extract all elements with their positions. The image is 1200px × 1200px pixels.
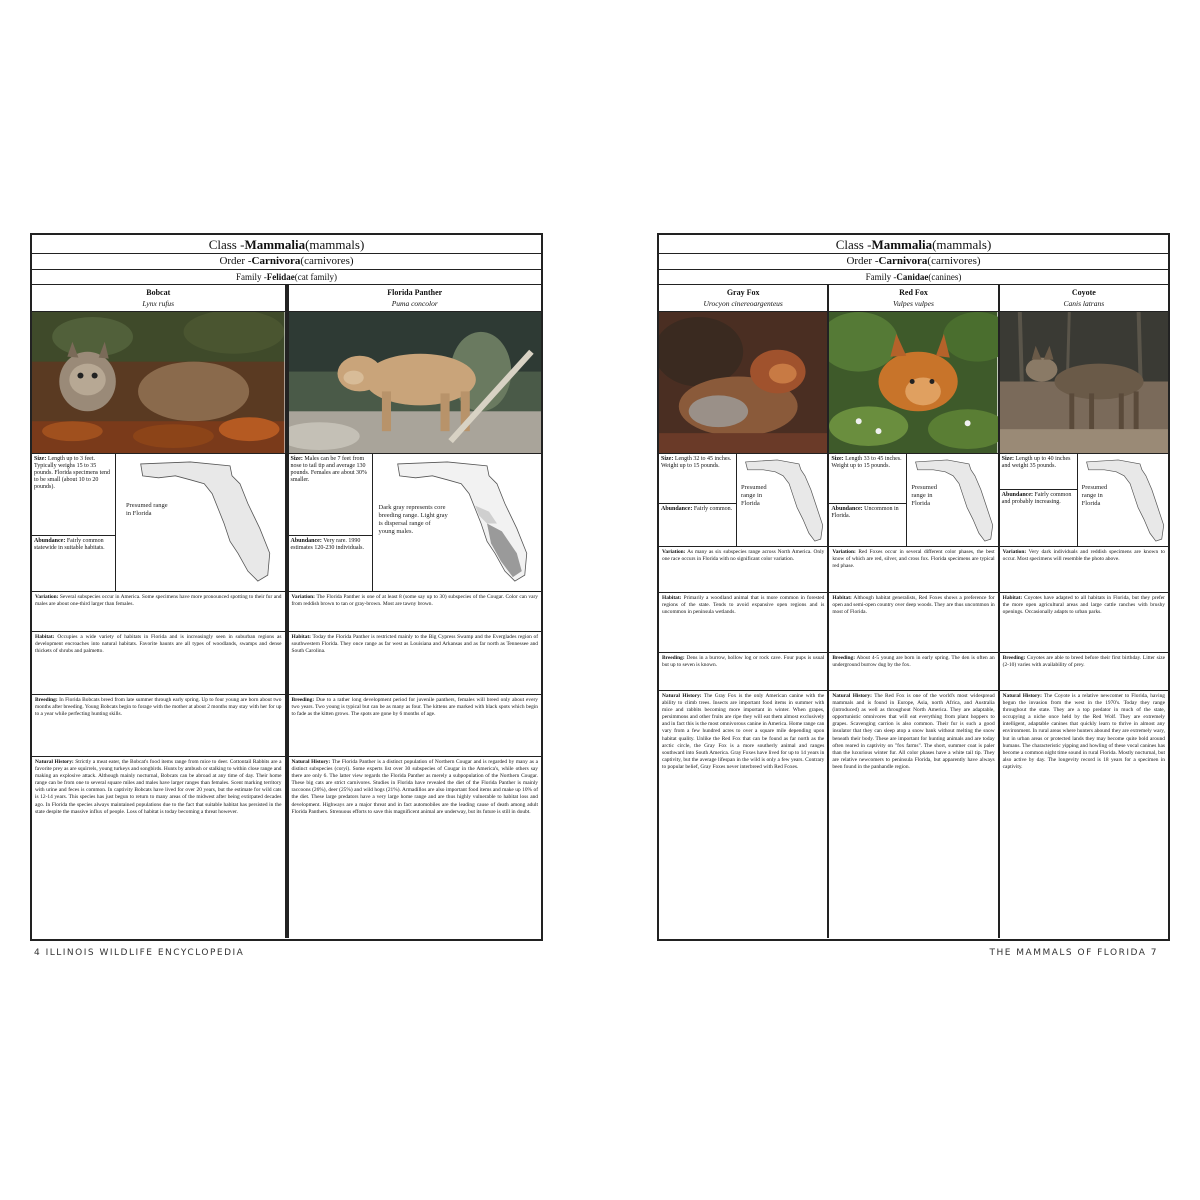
left-page <box>30 233 543 941</box>
florida-range-map: Presumed range in Florida <box>737 454 827 546</box>
species-header: Gray Fox Urocyon cinereoargenteus <box>659 285 827 312</box>
order-header: Order - Carnivora (carnivores) <box>32 254 541 270</box>
gray-fox-facts: Size: Length 32 to 45 inches. Weight up to 15 pounds. Abundance: Fairly common. Presumed range in Florida <box>659 454 827 547</box>
species-column-gray-fox: Gray Fox Urocyon cinereoargenteus Size: Length 32 to 45 inches. Weight up to 15 pounds. Abundance: Fairly common. Presumed range in Florida Variation: As many as six subspecies range across North America. Only one race occurs in Florida with no significant color variation. Habitat: Primarily a woodland animal that is more common in forested regions of the state. Tends to avoid expansive open regions and is uncommon in peninsula wetlands. Breeding: Dens in a burrow, hollow log or rock cave. Four pups is usual but up to seven is known. Natural History: The Gray Fox is the only American canine with the ability to climb trees. Insects are important food items in summer with mice and rabbits becoming more important in winter. When grapes, persimmons and other fruits are ripe they will eat them almost exclusively and in fact this is the most omnivorous canine in America. Home range can vary from a few hundred acres to over a square mile depending upon habitat quality. Unlike the Red Fox that can be found as far north as the arctic circle, the Gray Fox is a more southerly animal and ranges southward into South America. Gray Foxes have lived for up to 14 years in captivity, but the average lifespan in the wild is only a few years. Contrary to popular belief, Gray Foxes never interbreed with Red Foxes. <box>659 285 829 938</box>
species-header: Red Fox Vulpes vulpes <box>829 285 997 312</box>
species-header: Florida Panther Puma concolor <box>289 285 542 312</box>
florida-range-map: Dark gray represents core breeding range. Light gray is dispersal range of young males. <box>373 454 542 591</box>
species-column-florida-panther: Florida Panther Puma concolor Size: Males can be 7 feet from nose to tail tip and average 130 pounds. Females are about 30% smaller. Abundance: Very rare. 1990 estimates 120-230 individuals. Dark gray represents core breeding range. Light gray is dispersal range of young males. Variation: The Florida Panther is one of at least 8 (some say up to 30) subspecies of the Cougar. Color can vary from reddish brown to tan or gray-brown. Most are tawny brown. Habitat: Today the Florida Panther is restricted mainly to the Big Cypress Swamp and the Everglades region of southwestern Florida. They once range as far west as Louisiana and Arkansas and as far north as Tennessee and South Carolina. Breeding: Due to a rather long development period for juvenile panthers, females will breed only about every two years. Two young is typical but can be as many as four. The kittens are marked with black spots which begin to fade as the kitten grows. The spots are gone by 6 months of age. Natural History: The Florida Panther is a distinct population of Northern Cougar and is regarded by many as a distinct subspecies (coryi). Some experts list over 30 subspecies of Cougar in the America's, while others say there are only 6. The latter view regards the Florida Panther as merely a subpopulation of the Northern Cougar. These big cats are strict carnivores. Studies in Florida have revealed the diet of the Florida Panther is mainly raccoons (26%), deer (25%) and wild hogs (21%). Armadillos are also important food items and make up 10% of the diet. These large predators have a very large home range and are thus highly vulnerable to habitat loss and development. Highways are a major threat and in fact automobiles are the leading cause of death among adult Florida Panthers. Strenuous efforts to save this magnificent animal are underway, but its future is still in doubt. <box>289 285 542 938</box>
family-header: Family - Felidae (cat family) <box>32 270 541 285</box>
gray-fox-photo <box>659 312 827 454</box>
class-header: Class - Mammalia (mammals) <box>659 235 1168 254</box>
order-header: Order - Carnivora (carnivores) <box>659 254 1168 270</box>
right-page <box>657 233 1170 941</box>
species-column-red-fox: Red Fox Vulpes vulpes Size: Length 33 to 45 inches. Weight up to 15 pounds. Abundance: Uncommon in Florida. Presumed range in Florida Variation: Red Foxes occur in several different color phases, the best know of which are red, silver, and cross fox. Florida specimens are typical red phase. Habitat: Although habitat generalists, Red Foxes shows a preference for open and semi-open country over deep woods. They are thus uncommon in most of Florida. Breeding: About 4-5 young are born in early spring. The den is often an underground burrow dug by the fox. Natural History: The Red Fox is one of the world's most widespread mammals and is found in Europe, Asia, north Africa, and Australia (introduced) as well as throughout North America. They are adaptable, opportunistic omnivores that will eat everything from plant hoppers to grapes. Scavenging carrion is also common. Their fur is such a good insulator that they can sleep atop a snow bank without melting the snow beneath their body. These are important for hunting animals and are today often reared in captivity on "fox farms". The short, summer coat is paler than the luxurious winter fur. All color phases have a white tail tip. They are relative newcomers to peninsula Florida, but apparently have always been found in the panhandle region. <box>829 285 999 938</box>
florida-range-map: Presumed range in Florida <box>116 454 285 591</box>
coyote-photo <box>1000 312 1168 454</box>
coyote-facts: Size: Length up to 40 inches and weight 35 pounds. Abundance: Fairly common and probably increasing. Presumed range in Florida <box>1000 454 1168 547</box>
species-column-coyote: Coyote Canis latrans Size: Length up to 40 inches and weight 35 pounds. Abundance: Fairly common and probably increasing. Presumed range in Florida Variation: Very dark individuals and reddish specimens are known to occur. Most specimens will resemble the photo above. Habitat: Coyotes have adapted to all habitats in Florida, but they prefer the more open agricultural areas and large cattle ranches with brushy openings. Occasionally adapts to urban parks. Breeding: Coyotes are able to breed before their first birthday. Litter size (2-10) varies with availability of prey. Natural History: The Coyote is a relative newcomer to Florida, having begun the invasion from the west in the 1970's. Today they range throughout the state. They are a top predator in much of the state, occupying a niche once held by the Red Wolf. They are extremely intelligent, adaptable canines that quickly learn to thrive in almost any environment. In rural areas where hunters abound they are extremely wary, but in urban areas or protected lands they may become quite bold around humans. The characteristic yipping and howling of these vocal canines has become a common night time sound in rural Florida. Mostly nocturnal, but also active by day. The longevity record is 18 years for a specimen in captivity. <box>1000 285 1168 938</box>
florida-range-map: Presumed range in Florida <box>1078 454 1168 546</box>
bobcat-facts: Size: Length up to 3 feet. Typically weighs 15 to 35 pounds. Florida specimens tend to be small (about 10 to 20 pounds). Abundance: Fairly common statewide in suitable habitats. Presumed range in Florida <box>32 454 285 592</box>
species-header: Coyote Canis latrans <box>1000 285 1168 312</box>
florida-panther-photo <box>289 312 542 454</box>
family-header: Family - Canidae (canines) <box>659 270 1168 285</box>
class-header: Class - Mammalia (mammals) <box>32 235 541 254</box>
left-page-footer: 4 ILLINOIS WILDLIFE ENCYCLOPEDIA <box>34 948 245 958</box>
florida-panther-facts: Size: Males can be 7 feet from nose to tail tip and average 130 pounds. Females are about 30% smaller. Abundance: Very rare. 1990 estimates 120-230 individuals. Dark gray represents core breeding range. Light gray is dispersal range of young males. <box>289 454 542 592</box>
florida-range-map: Presumed range in Florida <box>907 454 997 546</box>
bobcat-photo <box>32 312 285 454</box>
red-fox-photo <box>829 312 997 454</box>
species-column-bobcat: Bobcat Lynx rufus Size: Length up to 3 feet. Typically weighs 15 to 35 pounds. Florida specimens tend to be small (about 10 to 20 pounds). Abundance: Fairly common statewide in suitable habitats. Presumed range in Florida Variation: Several subspecies occur in America. Some specimens have more pronounced spotting to their fur and males are about one-third larger than females. Habitat: Occupies a wide variety of habitats in Florida and is increasingly seen in suburban regions as development encroaches into natural habitats. Favorite haunts are all types of woodlands, swamps and dense thickets of shrubs and palmetto. Breeding: In Florida Bobcats breed from late summer through early spring. Up to four young are born about two months after breeding. Young Bobcats begin to forage with the mother at about 2 months may stay with her for up to a year while perfecting hunting skills. Natural History: Strictly a meat eater, the Bobcat's food items range from mice to deer. Cottontail Rabbits are a favorite prey as are squirrels, young turkeys and songbirds. Hunts by ambush or stalking to within close range and making an explosive attack. Although mainly nocturnal, Bobcats can be abroad at any time of day. Their home range can be from one to several square miles and males have larger ranges than females. Scent marking territory with urine and feces is common. In captivity Bobcats have lived for over 20 years, but the estimate for wild cats is 12-14 years. This species has just begun to return to many areas of the midwest after being extirpated decades ago. In Florida the species always maintained populations due to the fact that suitable habitat has persisted in the state despite the massive influx of people. Loss of habitat is today becoming a threat however. <box>32 285 289 938</box>
red-fox-facts: Size: Length 33 to 45 inches. Weight up to 15 pounds. Abundance: Uncommon in Florida. Presumed range in Florida <box>829 454 997 547</box>
right-page-footer: THE MAMMALS OF FLORIDA 7 <box>989 948 1158 958</box>
species-header: Bobcat Lynx rufus <box>32 285 285 312</box>
